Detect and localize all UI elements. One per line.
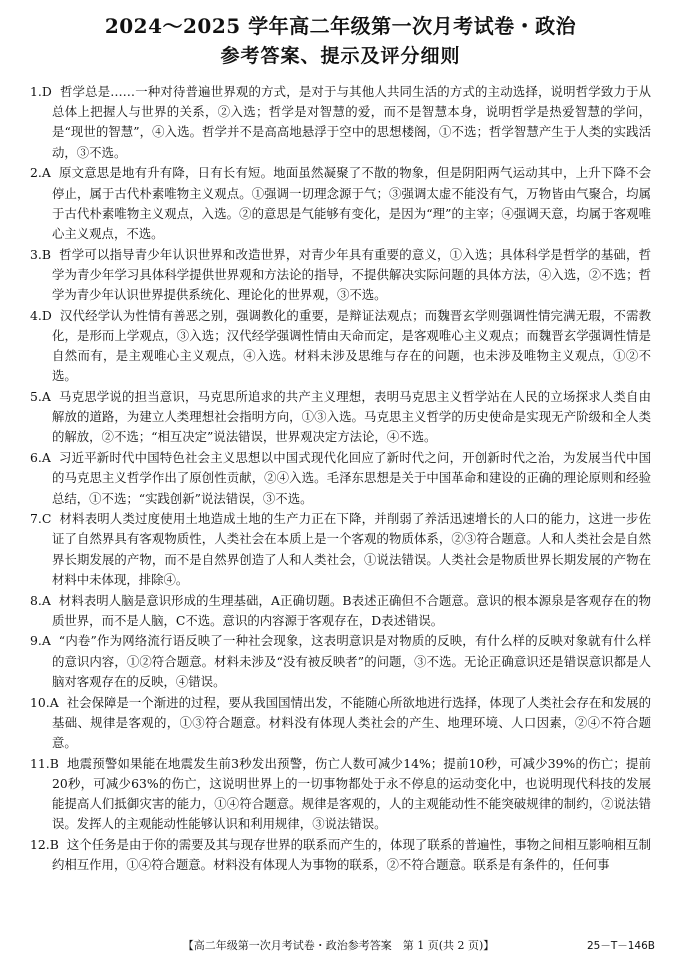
answer-choice: B <box>41 246 51 262</box>
answer-choice: B <box>49 837 59 853</box>
page-footer <box>0 938 677 954</box>
page-title: 2024～2025 学年高二年级第一次月考试卷・政治 <box>104 14 577 38</box>
answer-explanation: 社会保障是一个渐进的过程，要从我国国情出发，不能随心所欲地进行选择，体现了人类社会存在和发展的基础、规律是客观的，①③符合题意。材料没有体现人类社会的产生、地理环境、人口因素，②④不符合题意。 <box>52 694 651 750</box>
answer-number: 9. <box>30 633 42 649</box>
footer-paper-code: 25－T－146B <box>586 940 655 952</box>
answer-item-12 <box>30 835 651 875</box>
answer-number: 4. <box>30 307 42 323</box>
answer-choice: B <box>49 755 59 771</box>
answer-number: 1. <box>30 84 42 99</box>
answer-explanation: 原文意思是地有升有降，日有长有短。地面虽然凝聚了不散的物象，但是阴阳两气运动其中，上升下降不会停止，属于古代朴素唯物主义观点。①强调一切理念源于气；③强调太虚不能没有气，万物皆由气聚合，均属于古代朴素唯物主义观点，入选。②的意思是气能够有变化，是因为“理”的主宰；④强调天意，均属于客观唯心主义观点，不选。 <box>52 165 651 241</box>
answer-explanation: 哲学总是……一种对待普遍世界观的方式，是对于与其他人共同生活的方式的主动选择，说明哲学致力于从总体上把握人与世界的关系，②入选；哲学是对智慧的爱，而不是智慧本身，说明哲学是热爱智慧的学问，是“现世的智慧”，④入选。哲学并不是高高地悬浮于空中的思想楼阁，①不选；哲学智慧产生于人类的实践活动，③不选。 <box>52 84 651 160</box>
answer-choice: A <box>41 592 51 608</box>
answer-explanation: 材料表明人类过度使用土地造成土地的生产力正在下降，并削弱了养活迅速增长的人口的能力，这进一步佐证了自然界具有客观物质性，人类社会在本质上是一个客观的物质体系，②③符合题意。人和人类社会是自然界长期发展的产物，而不是自然界创造了人和人类社会，①说法错误。人类社会是物质世界长期发展的产物在材料中未体现，排除④。 <box>52 511 651 587</box>
page-subtitle: 参考答案、提示及评分细则 <box>220 45 461 67</box>
answer-number: 7. <box>30 511 42 527</box>
answer-item-11 <box>30 754 651 835</box>
footer-page-info: 【高二年级第一次月考试卷・政治参考答案 第 1 页(共 2 页)】 <box>182 939 495 952</box>
answer-choice: A <box>41 165 51 181</box>
answer-choice: D <box>41 84 52 99</box>
answer-item-8 <box>30 591 651 631</box>
answer-explanation: 地震预警如果能在地震发生前3秒发出预警，伤亡人数可减少14%；提前10秒，可减少39%的伤亡；提前20秒，可减少63%的伤亡，这说明世界上的一切事物都处于永不停息的运动变化中，也说明现代科技的发展能提高人们抵御灾害的能力，①④符合题意。规律是客观的，人的主观能动性不能突破规律的制约，②说法错误。发挥人的主观能动性能够认识和利用规律，③说法错误。 <box>52 755 651 832</box>
answer-number: 3. <box>30 246 42 262</box>
answer-explanation: 马克思学说的担当意识，马克思所追求的共产主义理想，表明马克思主义哲学站在人民的立场探求人类自由解放的道路，为建立人类理想社会指明方向，①③入选。马克思主义哲学的历史使命是实现无产阶级和全人类的解放，②不选；“相互决定”说法错误，世界观决定方法论，④不选。 <box>52 389 651 445</box>
answer-choice: A <box>41 389 51 405</box>
answer-explanation: 哲学可以指导青少年认识世界和改造世界，对青少年具有重要的意义，①入选；具体科学是哲学的基础，哲学为青少年学习具体科学提供世界观和方法论的指导，不提供解决实际问题的具体方法，④入选，②不选；哲学为青少年认识世界提供系统化、理论化的世界观，③不选。 <box>52 246 651 303</box>
answer-item-1 <box>30 82 651 163</box>
answer-number: 10. <box>30 694 50 710</box>
answer-explanation: 习近平新时代中国特色社会主义思想以中国式现代化回应了新时代之问，开创新时代之治，为发展当代中国的马克思主义哲学作出了原创性贡献，②④入选。毛泽东思想是关于中国革命和建设的正确的理论原则和经验总结，①不选；“实践创新”说法错误，③不选。 <box>52 450 651 506</box>
answer-item-3 <box>30 245 651 306</box>
answer-explanation: 这个任务是由于你的需要及其与现存世界的联系而产生的，体现了联系的普遍性，事物之间相互影响相互制约相互作用，①④符合题意。材料没有体现人为事物的联系，②不符合题意。联系是有条件的，任何事 <box>52 837 651 873</box>
answer-number: 6. <box>30 450 42 466</box>
answer-choice: D <box>41 307 52 323</box>
answer-choice: A <box>49 694 59 710</box>
answer-item-7 <box>30 509 651 590</box>
answer-item-6 <box>30 448 651 509</box>
answer-number: 8. <box>30 592 42 608</box>
answer-choice: A <box>41 633 51 649</box>
answer-explanation: 汉代经学认为性情有善恶之别，强调教化的重要，是辩证法观点；而魏晋玄学则强调性情完满无瑕，不需教化，是形而上学观点，③入选；汉代经学强调性情由天命而定，是客观唯心主义观点；而魏晋玄学强调性情是自然而有，是主观唯心主义观点，④入选。材料未涉及思维与存在的问题，也未涉及唯物主义观点，①②不选。 <box>52 307 651 384</box>
answer-item-4 <box>30 306 651 387</box>
answer-explanation: 材料表明人脑是意识形成的生理基础，A正确切题。B表述正确但不合题意。意识的根本源泉是客观存在的物质世界，而不是人脑，C不选。意识的内容源于客观存在，D表述错误。 <box>52 592 651 628</box>
answer-item-9 <box>30 631 651 692</box>
answer-choice: C <box>41 511 52 527</box>
answer-number: 5. <box>30 389 42 405</box>
answer-choice: A <box>41 450 51 466</box>
answer-explanation: “内卷”作为网络流行语反映了一种社会现象，这表明意识是对物质的反映，有什么样的反映对象就有什么样的意识内容，①②符合题意。材料未涉及“没有被反映者”的问题，③不选。无论正确意识还是错误意识都是人脑对客观存在的反映，④错误。 <box>52 633 651 689</box>
answer-item-5 <box>30 387 651 448</box>
answer-number: 2. <box>30 165 42 181</box>
answer-item-10 <box>30 693 651 754</box>
answer-number: 11. <box>30 755 50 771</box>
answer-number: 12. <box>30 837 50 853</box>
answer-item-2 <box>30 163 651 244</box>
answer-list <box>30 82 651 875</box>
